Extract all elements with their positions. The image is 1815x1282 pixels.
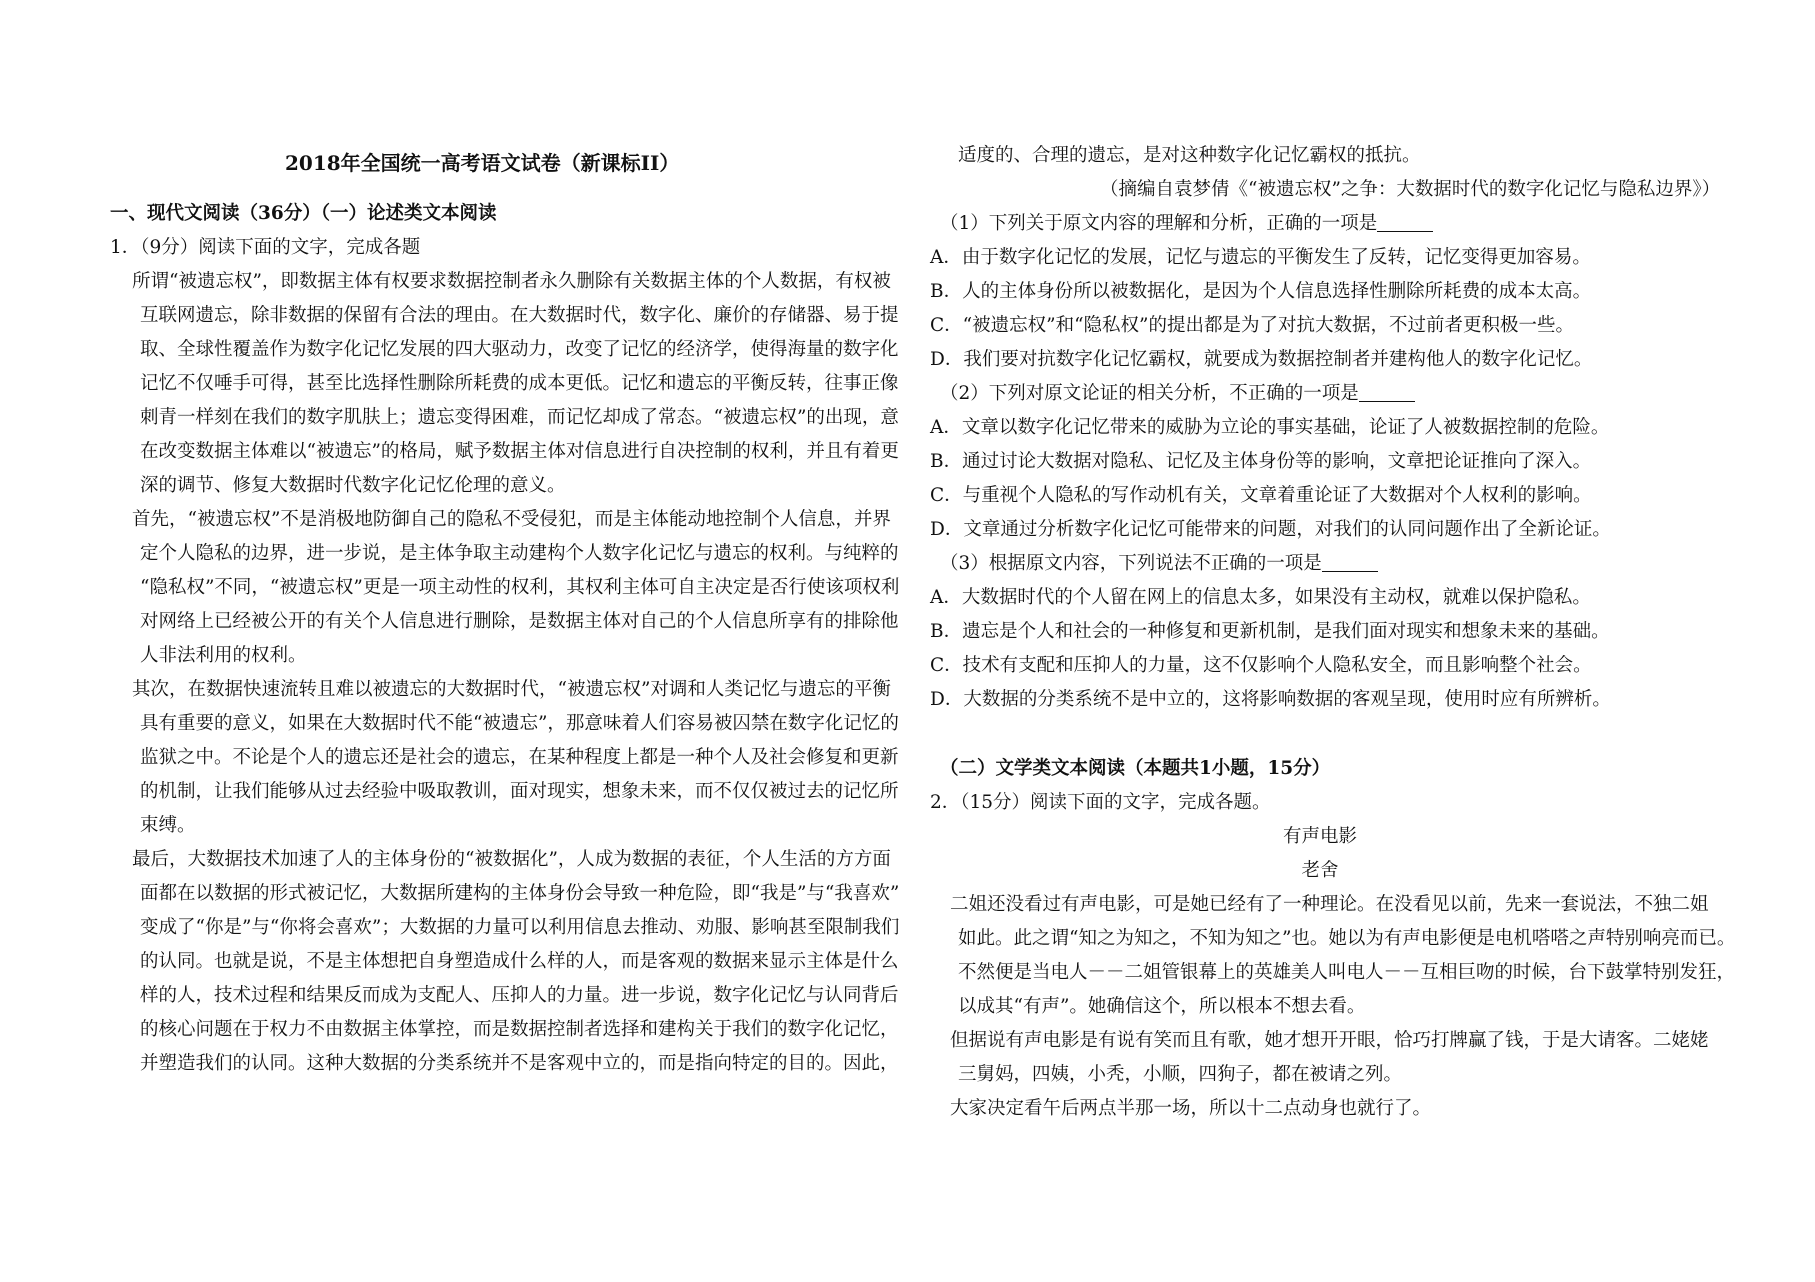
- story-line: 不然便是当电人－－二姐管银幕上的英雄美人叫电人－－互相巨吻的时候，台下鼓掌特别发狂，: [958, 962, 1736, 983]
- story-line: 二姐还没看过有声电影，可是她已经有了一种理论。在没看见以前，先来一套说法，不独二姐: [950, 894, 1709, 915]
- question-1-3: [940, 551, 1378, 577]
- passage-line: 对网络上已经被公开的有关个人信息进行删除，是数据主体对自己的个人信息所享有的排除他: [140, 611, 899, 632]
- story-line: 大家决定看午后两点半那一场，所以十二点动身也就行了。: [950, 1098, 1432, 1119]
- passage-end-line: 适度的、合理的遗忘，是对这种数字化记忆霸权的抵抗。: [958, 145, 1421, 166]
- option-b: B．遗忘是个人和社会的一种修复和更新机制，是我们面对现实和想象未来的基础。: [930, 621, 1610, 642]
- passage-line: 人非法利用的权利。: [140, 645, 307, 666]
- passage-line: 刺青一样刻在我们的数字肌肤上；遗忘变得困难，而记忆却成了常态。“被遗忘权”的出现，意: [140, 407, 899, 428]
- option-a: A．大数据时代的个人留在网上的信息太多，如果没有主动权，就难以保护隐私。: [930, 587, 1591, 608]
- passage-line: 样的人，技术过程和结果反而成为支配人、压抑人的力量。进一步说，数字化记忆与认同背后: [140, 985, 899, 1006]
- option-a: A．文章以数字化记忆带来的威胁为立论的事实基础，论证了人被数据控制的危险。: [930, 417, 1610, 438]
- passage-line: 并塑造我们的认同。这种大数据的分类系统并不是客观中立的，而是指向特定的目的。因此，: [140, 1053, 899, 1074]
- passage-line: 记忆不仅唾手可得，甚至比选择性删除所耗费的成本更低。记忆和遗忘的平衡反转，往事正像: [140, 373, 899, 394]
- passage-line: 的机制，让我们能够从过去经验中吸取教训，面对现实，想象未来，而不仅仅被过去的记忆所: [140, 781, 899, 802]
- source-citation: （摘编自袁梦倩《“被遗忘权”之争：大数据时代的数字化记忆与隐私边界》）: [1100, 179, 1721, 200]
- option-b: B．人的主体身份所以被数据化，是因为个人信息选择性删除所耗费的成本太高。: [930, 281, 1592, 302]
- story-line: 以成其“有声”。她确信这个，所以根本不想去看。: [958, 996, 1366, 1017]
- story-line: 但据说有声电影是有说有笑而且有歌，她才想开开眼，恰巧打牌赢了钱，于是大请客。二姥姥: [950, 1030, 1709, 1051]
- story-title: 有声电影: [1282, 826, 1357, 847]
- story-line: 如此。此之谓“知之为知之，不知为知之”也。她以为有声电影便是电机嗒嗒之声特别响亮而已。: [958, 928, 1736, 949]
- passage-line: 首先，“被遗忘权”不是消极地防御自己的隐私不受侵犯，而是主体能动地控制个人信息，并界: [132, 509, 891, 530]
- passage-line: 其次，在数据快速流转且难以被遗忘的大数据时代，“被遗忘权”对调和人类记忆与遗忘的平衡: [132, 679, 891, 700]
- passage-line: 具有重要的意义，如果在大数据时代不能“被遗忘”，那意味着人们容易被囚禁在数字化记忆的: [140, 713, 899, 734]
- passage-line: 取、全球性覆盖作为数字化记忆发展的四大驱动力，改变了记忆的经济学，使得海量的数字化: [140, 339, 899, 360]
- passage-line: 的认同。也就是说，不是主体想把自身塑造成什么样的人，而是客观的数据来显示主体是什么: [140, 951, 899, 972]
- passage-line: 互联网遗忘，除非数据的保留有合法的理由。在大数据时代，数字化、廉价的存储器、易于提: [140, 305, 899, 326]
- passage-line: 束缚。: [140, 815, 196, 836]
- answer-blank: [1377, 213, 1433, 232]
- option-d: D．大数据的分类系统不是中立的，这将影响数据的客观呈现，使用时应有所辨析。: [930, 689, 1611, 710]
- passage-line: 的核心问题在于权力不由数据主体掌控，而是数据控制者选择和建构关于我们的数字化记忆，: [140, 1019, 899, 1040]
- option-d: D．我们要对抗数字化记忆霸权，就要成为数据控制者并建构他人的数字化记忆。: [930, 349, 1593, 370]
- question-1-3-text: （3）根据原文内容，下列说法不正确的一项是: [940, 553, 1322, 574]
- passage-line: 深的调节、修复大数据时代数字化记忆伦理的意义。: [140, 475, 566, 496]
- question-1-1: [940, 211, 1433, 237]
- passage-line: 面都在以数据的形式被记忆，大数据所建构的主体身份会导致一种危险，即“我是”与“我喜欢”: [140, 883, 900, 904]
- option-c: C．与重视个人隐私的写作动机有关，文章着重论证了大数据对个人权利的影响。: [930, 485, 1592, 506]
- story-author: 老舍: [1301, 860, 1339, 881]
- story-line: 三舅妈，四姨，小秃，小顺，四狗子，都在被请之列。: [958, 1064, 1403, 1085]
- passage-line: 监狱之中。不论是个人的遗忘还是社会的遗忘，在某种程度上都是一种个人及社会修复和更新: [140, 747, 899, 768]
- answer-blank: [1359, 383, 1415, 402]
- passage-line: 变成了“你是”与“你将会喜欢”；大数据的力量可以利用信息去推动、劝服、影响甚至限制我们: [140, 917, 900, 938]
- passage-line: 在改变数据主体难以“被遗忘”的格局，赋予数据主体对信息进行自决控制的权利，并且有着更: [140, 441, 899, 462]
- option-c: C．“被遗忘权”和“隐私权”的提出都是为了对抗大数据，不过前者更积极一些。: [930, 315, 1574, 336]
- question-1-intro: 1．（9分）阅读下面的文字，完成各题: [110, 237, 421, 258]
- question-1-2: [940, 381, 1415, 407]
- passage-line: “隐私权”不同，“被遗忘权”更是一项主动性的权利，其权利主体可自主决定是否行使该项权利: [140, 577, 900, 598]
- answer-blank: [1322, 553, 1378, 572]
- question-2-intro: 2．（15分）阅读下面的文字，完成各题。: [930, 792, 1271, 813]
- option-d: D．文章通过分析数字化记忆可能带来的问题，对我们的认同问题作出了全新论证。: [930, 519, 1611, 540]
- option-b: B．通过讨论大数据对隐私、记忆及主体身份等的影响，文章把论证推向了深入。: [930, 451, 1592, 472]
- option-a: A．由于数字化记忆的发展，记忆与遗忘的平衡发生了反转，记忆变得更加容易。: [930, 247, 1591, 268]
- passage-line: 所谓“被遗忘权”，即数据主体有权要求数据控制者永久删除有关数据主体的个人数据，有权被: [132, 271, 891, 292]
- section-2-heading: （二）文学类文本阅读（本题共1小题，15分）: [940, 758, 1331, 779]
- question-1-2-text: （2）下列对原文论证的相关分析，不正确的一项是: [940, 383, 1359, 404]
- option-c: C．技术有支配和压抑人的力量，这不仅影响个人隐私安全，而且影响整个社会。: [930, 655, 1592, 676]
- passage-line: 最后，大数据技术加速了人的主体身份的“被数据化”，人成为数据的表征，个人生活的方方面: [132, 849, 891, 870]
- section-heading: 一、现代文阅读（36分）（一）论述类文本阅读: [110, 203, 497, 224]
- question-1-1-text: （1）下列关于原文内容的理解和分析，正确的一项是: [940, 213, 1378, 234]
- passage-line: 定个人隐私的边界，进一步说，是主体争取主动建构个人数字化记忆与遗忘的权利。与纯粹的: [140, 543, 899, 564]
- paper-title: 2018年全国统一高考语文试卷（新课标II）: [285, 151, 680, 175]
